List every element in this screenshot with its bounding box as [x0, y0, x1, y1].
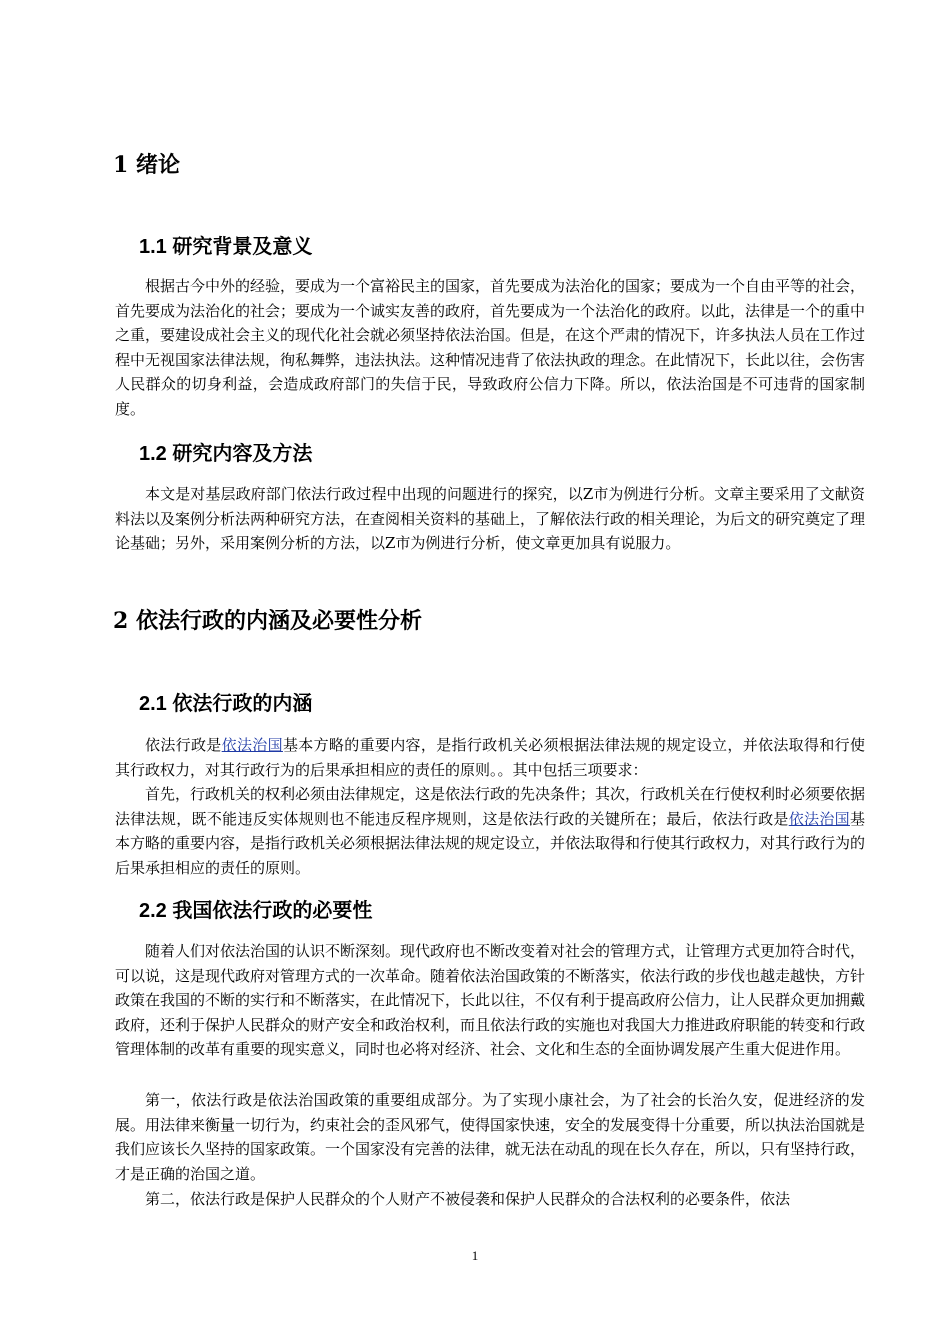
paragraph-meaning-1-start: 依法行政是 — [145, 736, 222, 754]
paragraph-meaning-1-rest: 基本方略的重要内容，是指行政机关必须根据法律法规的规定设立，并依法取得和行使其行政权力，对其行政行为的后果承担相应的责任的原则。。其中包括三项要求： — [115, 736, 865, 779]
paragraph-necessity-2: 第一，依法行政是依法治国政策的重要组成部分。为了实现小康社会，为了社会的长治久安，促进经济的发展。用法律来衡量一切行为，约束社会的歪风邪气，使得国家快速，安全的发展变得十分重要，所以执法治国就是我们应该长久坚持的国家政策。一个国家没有完善的法律，就无法在动乱的现在长久存在，所以，只有坚持行政，才是正确的治国之道。 — [115, 1091, 866, 1183]
paragraph-necessity-3: 第二，依法行政是保护人民群众的个人财产不被侵袭和保护人民群众的合法权利的必要条件，依法 — [145, 1190, 791, 1208]
rule-of-law-link[interactable]: 依法治国 — [221, 736, 283, 754]
paragraph-meaning-2-rest: 基本方略的重要内容，是指行政机关必须根据法律法规的规定设立，并依法取得和行使其行政权力，对其行政行为的后果承担相应的责任的原则。 — [115, 809, 866, 877]
heading-research-background: 1.1 研究背景及意义 — [139, 236, 313, 258]
paragraph-research-background: 根据古今中外的经验，要成为一个富裕民主的国家，首先要成为法治化的国家；要成为一个自由平等的社会，首先要成为法治化的社会；要成为一个诚实友善的政府，首先要成为一个法治化的政府。以此，法律是一个的重中之重，要建设成社会主义的现代化社会就必须坚持依法治国。但是，在这个严肃的情况下，许多执法人员在工作过程中无视国家法律法规，徇私舞弊，违法执法。这种情况违背了依法执政的理念。在此情况下，长此以往，会伤害人民群众的切身利益，会造成政府部门的失信于民，导致政府公信力下降。所以，依法治国是不可违背的国家制度。 — [115, 277, 866, 418]
paragraph-meaning-2-start: 首先，行政机关的权利必须由法律规定，这是依法行政的先决条件；其次，行政机关在行使权利时必须要依据法律法规，既不能违反实体规则也不能违反程序规则，这是依法行政的关键所在；最后，依法行政是 — [115, 785, 866, 828]
paragraph-meaning-1 — [115, 733, 865, 782]
heading-chapter-2: 2 依法行政的内涵及必要性分析 — [113, 608, 422, 634]
rule-of-law-link-2[interactable]: 依法治国 — [788, 809, 850, 828]
heading-administration-meaning: 2.1 依法行政的内涵 — [139, 693, 313, 715]
paragraph-research-method: 本文是对基层政府部门依法行政过程中出现的问题进行的探究，以Z市为例进行分析。文章主要采用了文献资料法以及案例分析法两种研究方法，在查阅相关资料的基础上，了解依法行政的相关理论，为后文的研究奠定了理论基础；另外，采用案例分析的方法，以Z市为例进行分析，使文章更加具有说服力。 — [115, 485, 866, 553]
paragraph-meaning-2 — [115, 782, 865, 880]
heading-research-method: 1.2 研究内容及方法 — [139, 443, 313, 465]
heading-necessity: 2.2 我国依法行政的必要性 — [139, 900, 373, 922]
paragraph-necessity-1: 随着人们对依法治国的认识不断深刻。现代政府也不断改变着对社会的管理方式，让管理方式更加符合时代，可以说，这是现代政府对管理方式的一次革命。随着依法治国政策的不断落实，依法行政的步伐也越走越快，方针政策在我国的不断的实行和不断落实，在此情况下，长此以往，不仅有利于提高政府公信力，让人民群众更加拥戴政府，还利于保护人民群众的财产安全和政治权利，而且依法行政的实施也对我国大力推进政府职能的转变和行政管理体制的改革有重要的现实意义，同时也必将对经济、社会、文化和生态的全面协调发展产生重大促进作用。 — [115, 942, 866, 1059]
heading-introduction: 1 绪论 — [113, 152, 180, 178]
page-number: 1 — [471, 1248, 479, 1263]
